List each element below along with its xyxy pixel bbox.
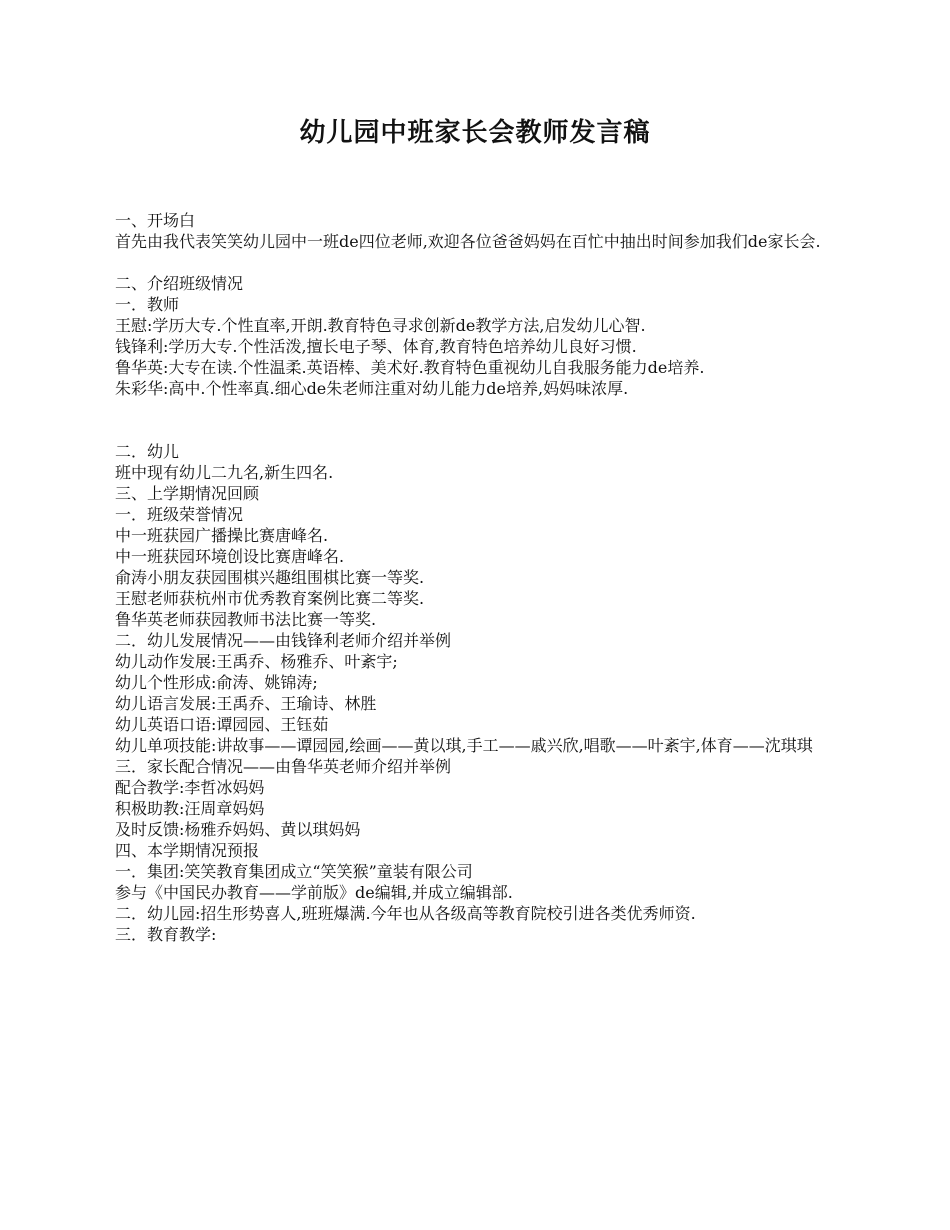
teacher-line: 钱锋利:学历大专.个性活泼,擅长电子琴、体育,教育特色培养幼儿良好习惯. (115, 337, 637, 356)
teacher-line: 朱彩华:高中.个性率真.细心de朱老师注重对幼儿能力de培养,妈妈味浓厚. (115, 379, 629, 398)
subheading-parent-cooperation: 三．家长配合情况——由鲁华英老师介绍并举例 (115, 757, 452, 776)
honor-line: 中一班获园广播操比赛唐峰名. (115, 526, 329, 545)
subheading-honors: 一．班级荣誉情况 (115, 505, 244, 524)
honor-line: 中一班获园环境创设比赛唐峰名. (115, 547, 345, 566)
section-heading-review: 三、上学期情况回顾 (115, 484, 260, 503)
section-heading-forecast: 四、本学期情况预报 (115, 841, 260, 860)
blank-line (115, 399, 840, 441)
document-title: 幼儿园中班家长会教师发言稿 (299, 118, 651, 148)
forecast-line: 三．教育教学: (115, 925, 217, 944)
honor-line: 鲁华英老师获园教师书法比赛一等奖. (115, 610, 377, 629)
development-line: 幼儿单项技能:讲故事——谭园园,绘画——黄以琪,手工——戚兴欣,唱歌——叶紊宇,体育——沈琪琪 (115, 736, 813, 755)
section-heading-opening: 一、开场白 (115, 211, 196, 230)
development-line: 幼儿个性形成:俞涛、姚锦涛; (115, 673, 318, 692)
cooperation-line: 配合教学:李哲冰妈妈 (115, 778, 265, 797)
subheading-teachers: 一．教师 (115, 295, 180, 314)
development-line: 幼儿英语口语:谭园园、王钰茹 (115, 715, 329, 734)
teacher-line: 王慰:学历大专.个性直率,开朗.教育特色寻求创新de教学方法,启发幼儿心智. (115, 316, 646, 335)
teacher-line: 鲁华英:大专在读.个性温柔.英语棒、美术好.教育特色重视幼儿自我服务能力de培养. (115, 358, 705, 377)
cooperation-line: 及时反馈:杨雅乔妈妈、黄以琪妈妈 (115, 820, 361, 839)
subheading-child-development: 二．幼儿发展情况——由钱锋利老师介绍并举例 (115, 631, 452, 650)
forecast-line: 一．集团:笑笑教育集团成立“笑笑猴”童装有限公司 (115, 862, 473, 881)
development-line: 幼儿语言发展:王禹乔、王瑜诗、林胜 (115, 694, 377, 713)
subheading-children: 二．幼儿 (115, 442, 180, 461)
document-body (115, 210, 840, 945)
blank-line (115, 252, 840, 273)
forecast-line: 二．幼儿园:招生形势喜人,班班爆满.今年也从各级高等教育院校引进各类优秀师资. (115, 904, 696, 923)
paragraph-children-count: 班中现有幼儿二九名,新生四名. (115, 463, 334, 482)
section-heading-class-intro: 二、介绍班级情况 (115, 274, 244, 293)
paragraph-welcome: 首先由我代表笑笑幼儿园中一班de四位老师,欢迎各位爸爸妈妈在百忙中抽出时间参加我们de家长会. (115, 232, 821, 251)
honor-line: 俞涛小朋友获园围棋兴趣组围棋比赛一等奖. (115, 568, 425, 587)
forecast-line: 参与《中国民办教育——学前版》de编辑,并成立编辑部. (115, 883, 513, 902)
cooperation-line: 积极助教:汪周章妈妈 (115, 799, 265, 818)
honor-line: 王慰老师获杭州市优秀教育案例比赛二等奖. (115, 589, 425, 608)
development-line: 幼儿动作发展:王禹乔、杨雅乔、叶紊宇; (115, 652, 398, 671)
